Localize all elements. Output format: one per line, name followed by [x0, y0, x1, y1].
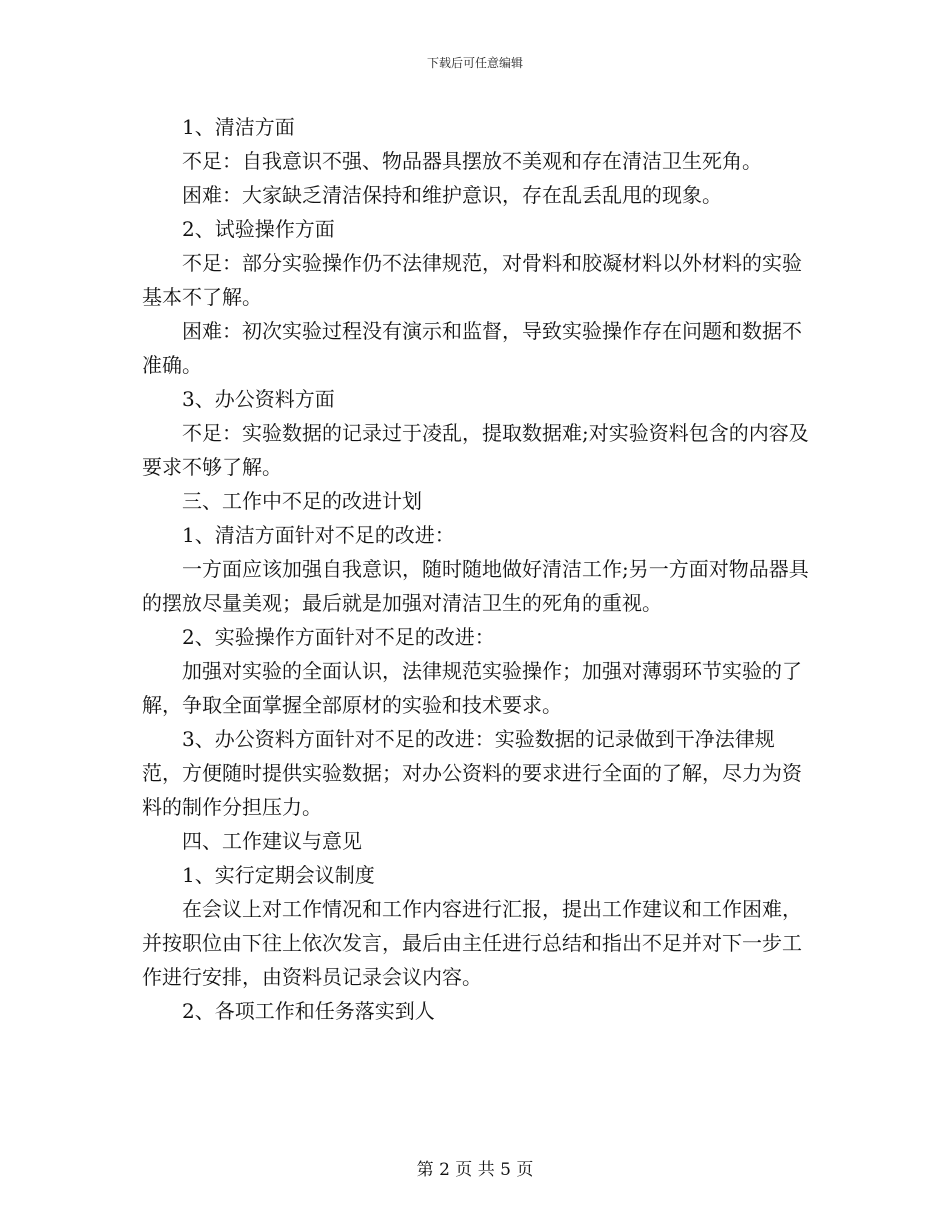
paragraph-cleaning-shortcoming: 不足：自我意识不强、物品器具摆放不美观和存在清洁卫生死角。: [182, 149, 762, 173]
paragraph-experiment-shortcoming: 不足：部分实验操作仍不法律规范，对骨料和胶凝材料以外材料的实验基本不了解。: [142, 251, 802, 309]
paragraph-cleaning-difficulty: 困难：大家缺乏清洁保持和维护意识，存在乱丢乱甩的现象。: [182, 183, 722, 207]
section-heading-experiment-improvement: 2、实验操作方面针对不足的改进：: [182, 625, 495, 649]
section-heading-office: 3、办公资料方面: [182, 387, 335, 411]
paragraph-office-improvement: 3、办公资料方面针对不足的改进：实验数据的记录做到干净法律规范，方便随时提供实验数据；对办公资料的要求进行全面的了解，尽力为资料的制作分担压力。: [142, 727, 802, 819]
document-body: [142, 110, 814, 1028]
section-heading-cleaning-improvement: 1、清洁方面针对不足的改进：: [182, 523, 455, 547]
section-heading-experiment: 2、试验操作方面: [182, 217, 335, 241]
page-footer: 第 2 页 共 5 页: [416, 1160, 534, 1180]
paragraph-meeting: 在会议上对工作情况和工作内容进行汇报，提出工作建议和工作困难，并按职位由下往上依次发言，最后由主任进行总结和指出不足并对下一步工作进行安排，由资料员记录会议内容。: [142, 897, 802, 989]
chapter-heading-improvement: 三、工作中不足的改进计划: [182, 489, 422, 513]
paragraph-cleaning-improvement: 一方面应该加强自我意识，随时随地做好清洁工作;另一方面对物品器具的摆放尽量美观；最后就是加强对清洁卫生的死角的重视。: [142, 557, 809, 615]
paragraph-experiment-difficulty: 困难：初次实验过程没有演示和监督，导致实验操作存在问题和数据不准确。: [142, 319, 802, 377]
section-heading-cleaning: 1、清洁方面: [182, 115, 295, 139]
paragraph-experiment-improvement: 加强对实验的全面认识，法律规范实验操作；加强对薄弱环节实验的了解，争取全面掌握全部原材的实验和技术要求。: [142, 659, 802, 717]
page-header: 下载后可任意编辑: [426, 56, 523, 70]
section-heading-assignment: 2、各项工作和任务落实到人: [182, 999, 435, 1023]
section-heading-meeting: 1、实行定期会议制度: [182, 863, 375, 887]
chapter-heading-suggestions: 四、工作建议与意见: [182, 829, 362, 853]
paragraph-office-shortcoming: 不足：实验数据的记录过于凌乱，提取数据难;对实验资料包含的内容及要求不够了解。: [142, 421, 809, 479]
